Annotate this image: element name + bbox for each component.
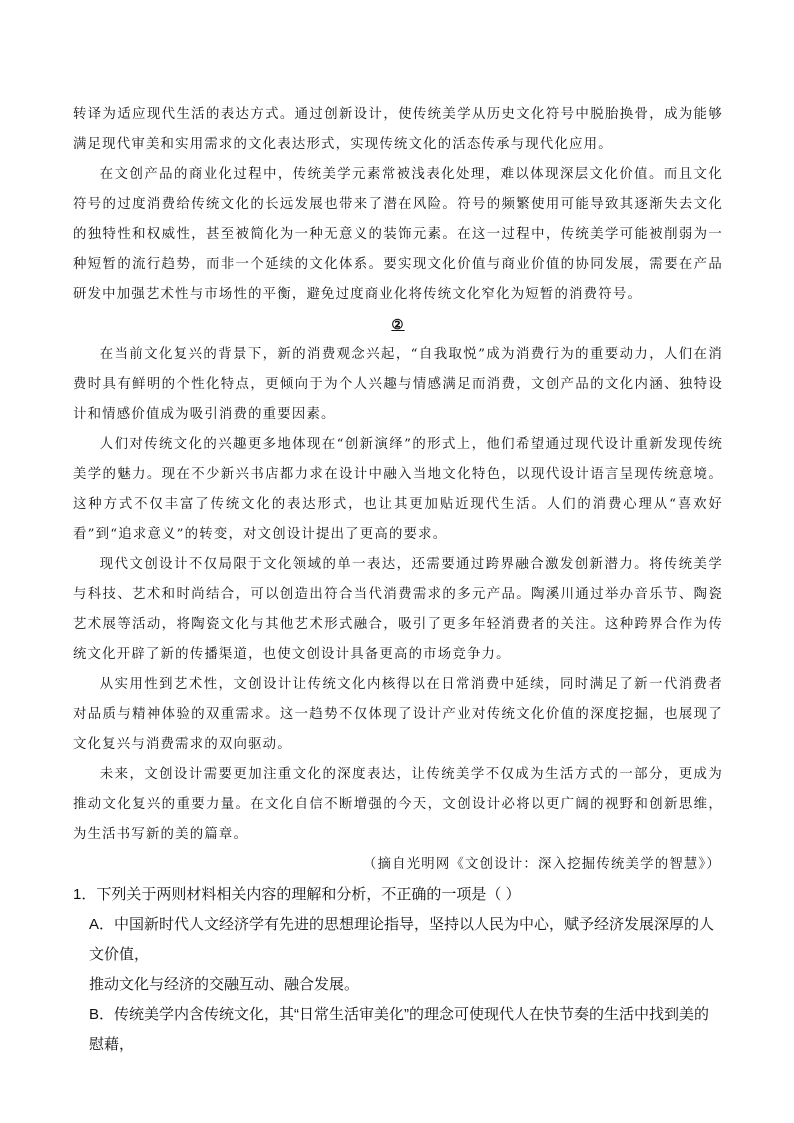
- reading-passage: [73, 100, 723, 880]
- paragraph-practical-to-artistic: 从实用性到艺术性，文创设计让传统文化内核得以在日常消费中延续，同时满足了新一代消费者对品质与精神体验的双重需求。这一趋势不仅体现了设计产业对传统文化价值的深度挖掘，也展现了文化复兴与消费需求的双向驱动。: [73, 677, 723, 752]
- source-citation: （摘自光明网《文创设计：深入挖掘传统美学的智慧》）: [362, 857, 721, 872]
- question-stem: 1．下列关于两则材料相关内容的理解和分析，不正确的一项是（ ）: [73, 886, 521, 903]
- paragraph-cross-border: 现代文创设计不仅局限于文化领域的单一表达，还需要通过跨界融合激发创新潜力。将传统美学与科技、艺术和时尚结合，可以创造出符合当代消费需求的多元产品。陶溪川通过举办音乐节、陶瓷艺术展等活动，将陶瓷文化与其他艺术形式融合，吸引了更多年轻消费者的关注。这种跨界合作为传统文化开辟了新的传播渠道，也使文创设计具备更高的市场竞争力。: [73, 557, 723, 662]
- paragraph-future: 未来，文创设计需要更加注重文化的深度表达，让传统美学不仅成为生活方式的一部分，更成为推动文化复兴的重要力量。在文化自信不断增强的今天，文创设计必将以更广阔的视野和创新思维，为生活书写新的美的篇章。: [73, 767, 723, 842]
- paragraph-commercialization: 在文创产品的商业化过程中，传统美学元素常被浅表化处理，难以体现深层文化价值。而且文化符号的过度消费给传统文化的长远发展也带来了潜在风险。符号的频繁使用可能导致其逐渐失去文化的独特性和权威性，甚至被简化为一种无意义的装饰元素。在这一过程中，传统美学可能被削弱为一种短暂的流行趋势，而非一个延续的文化体系。要实现文化价值与商业价值的协同发展，需要在产品研发中加强艺术性与市场性的平衡，避免过度商业化将传统文化窄化为短暂的消费符号。: [73, 167, 723, 302]
- option-b: B．传统美学内含传统文化，其“日常生活审美化”的理念可使现代人在快节奏的生活中找到美的慰藉，: [89, 1006, 709, 1053]
- paragraph-creative-interpretation: 人们对传统文化的兴趣更多地体现在“创新演绎”的形式上，他们希望通过现代设计重新发现传统美学的魅力。现在不少新兴书店都力求在设计中融入当地文化特色，以现代设计语言呈现传统意境。这种方式不仅丰富了传统文化的表达形式，也让其更加贴近现代生活。人们的消费心理从“喜欢好看”到“追求意义”的转变，对文创设计提出了更高的要求。: [73, 437, 723, 542]
- option-a: A．中国新时代人文经济学有先进的思想理论指导，坚持以人民为中心，赋予经济发展深厚的人文价值，: [89, 916, 715, 963]
- question-block: [73, 880, 723, 1060]
- paragraph-continued: 转译为适应现代生活的表达方式。通过创新设计，使传统美学从历史文化符号中脱胎换骨，成为能够满足现代审美和实用需求的文化表达形式，实现传统文化的活态传承与现代化应用。: [73, 107, 723, 152]
- section-marker-2: ②: [391, 317, 405, 333]
- option-a-continued: 推动文化与经济的交融互动、融合发展。: [89, 976, 360, 993]
- paragraph-consumption-trend: 在当前文化复兴的背景下，新的消费观念兴起，“自我取悦”成为消费行为的重要动力，人们在消费时具有鲜明的个性化特点，更倾向于为个人兴趣与情感满足而消费，文创产品的文化内涵、独特设计和情感价值成为吸引消费的重要因素。: [73, 347, 723, 422]
